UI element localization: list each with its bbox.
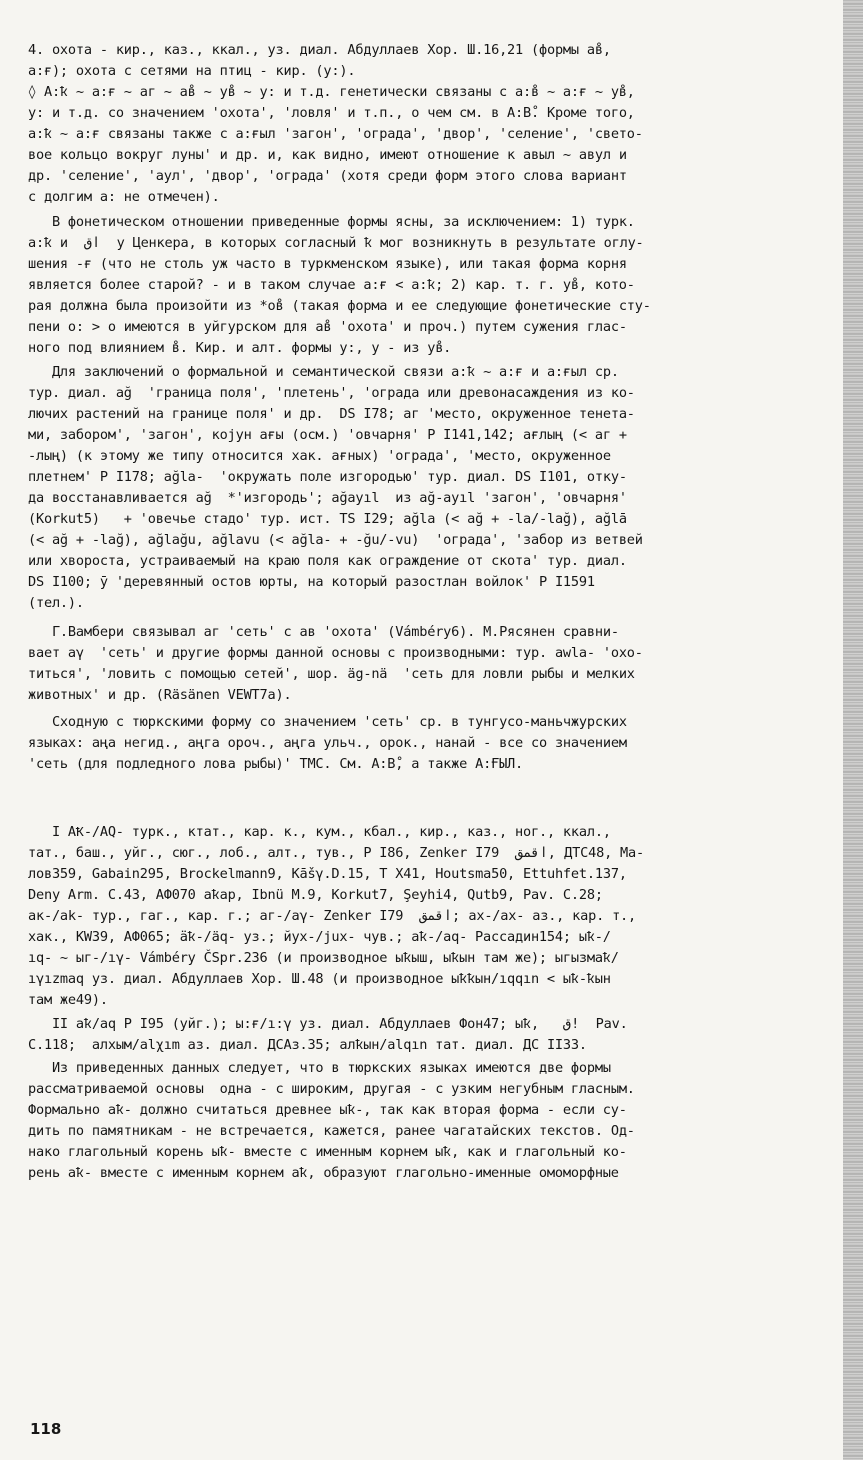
text-line: у: и т.д. со значением 'охота', 'ловля' и т.п., о чем см. в А:В̊. Кроме того, [28, 105, 635, 121]
text-line: C.118; алхым/alχım аз. диал. ДСАз.35; алҟын/alqın тат. диал. ДС II33. [28, 1037, 587, 1053]
text-line: I АҞ-/AQ- турк., ктат., кар. к., кум., кбал., кир., каз., ног., ккал., [28, 824, 611, 840]
text-line: DS I100; ӯ 'деревянный остов юрты, на который разостлан войлок' P I1591 [28, 574, 595, 590]
paragraph-okhota-entry [28, 40, 840, 208]
text-line: шения -ғ (что не столь уж часто в туркменском языке), или такая форма корня [28, 256, 627, 272]
text-line: Г.Вамбери связывал аг 'сеть' с ав 'охота' (Vámbéry6). М.Рясянен сравни- [28, 624, 619, 640]
text-line: 'сеть (для подледного лова рыбы)' ТМС. См. А:В̊, а также А:ҒЫЛ. [28, 756, 524, 772]
text-line: а:ҟ и اق у Ценкера, в которых согласный ҟ мог возникнуть в результате оглу- [28, 235, 644, 251]
paragraph-entry-I-aq [28, 822, 840, 1011]
text-line: животных' и др. (Räsänen VEWT7a). [28, 687, 292, 703]
text-line: вое кольцо вокруг луны' и др. и, как видно, имеют отношение к авыл ~ авул и [28, 147, 627, 163]
text-line: плетнем' P I178; ağla- 'окружать поле изгородью' тур. диал. DS I101, отку- [28, 469, 627, 485]
text-line: нако глагольный корень ыҟ- вместе с именным корнем ыҟ, как и глагольный ко- [28, 1144, 627, 1160]
text-line: с долгим а: не отмечен). [28, 189, 220, 205]
text-line: там же49). [28, 992, 108, 1008]
paragraph-semantic-links [28, 362, 840, 614]
text-line: а:ҟ ~ а:ғ связаны также с а:ғыл 'загон', 'ограда', 'двор', 'селение', 'свето- [28, 126, 643, 142]
text-line: хак., KW39, АФ065; ӓҟ-/äq- уз.; йух-/jux- чув.; аҟ-/аq- Рассадин154; ыҟ-/ [28, 929, 611, 945]
text-line: да восстанавливается ağ *'изгородь'; ağayıl из ağ-ayıl 'загон', 'овчарня' [28, 490, 627, 506]
text-line: (тел.). [28, 595, 84, 611]
text-line: -лың) (к этому же типу относится хак. ағных) 'ограда', 'место, окруженное [28, 448, 611, 464]
text-line: Сходную с тюркскими форму со значением 'сеть' ср. в тунгусо-маньчжурских [28, 714, 627, 730]
text-line: ◊ А:ҟ ~ а:ғ ~ аг ~ ав̊ ~ ув̊ ~ у: и т.д. генетически связаны с а:в̊ ~ а:ғ ~ ув̊, [28, 84, 635, 100]
text-line: а:ғ); охота с сетями на птиц - кир. (у:). [28, 63, 356, 79]
text-line: (< ağ + -lağ), ağlağu, ağlavu (< ağla- + -ğu/-vu) 'ограда', 'забор из ветвей [28, 532, 643, 548]
text-line: языках: аңа негид., аңга ороч., аңга ульч., орок., нанай - все со значением [28, 735, 627, 751]
text-line: 4. охота - кир., каз., ккал., уз. диал. Абдуллаев Хор. Ш.16,21 (формы ав̊, [28, 42, 611, 58]
text-line: Формально аҟ- должно считаться древнее ыҟ-, так как вторая форма - если су- [28, 1102, 627, 1118]
text-line: рая должна была произойти из *ов̊ (такая форма и ее следующие фонетические сту- [28, 298, 651, 314]
text-line: др. 'селение', 'аул', 'двор', 'ограда' (хотя среди форм этого слова вариант [28, 168, 627, 184]
text-line: рень аҟ- вместе с именным корнем аҟ, образуют глагольно-именные омоморфные [28, 1165, 619, 1181]
text-line: ıq- ~ ыг-/ıγ- Vámbéry ČSpr.236 (и производное ыҟыш, ыҟын там же); ыгызмаҟ/ [28, 950, 619, 966]
paragraph-entry-II-aq [28, 1014, 840, 1056]
text-line: дить по памятникам - не встречается, кажется, ранее чагатайских текстов. Од- [28, 1123, 635, 1139]
text-line: лючих растений на границе поля' и др. DS I78; аг 'место, окруженное тенета- [28, 406, 635, 422]
text-line: является более старой? - и в таком случае а:ғ < а:ҟ; 2) кар. т. г. ув̊, кото- [28, 277, 635, 293]
text-line: ного под влиянием в̊. Кир. и алт. формы у:, у - из ув̊. [28, 340, 452, 356]
text-line: ак-/ak- тур., гаг., кар. г.; аг-/aγ- Zenker I79 اقمق; ах-/ax- аз., кар. т., [28, 908, 637, 924]
paragraph-conclusion [28, 1058, 840, 1184]
text-line: пени о: > о имеются в уйгурском для ав̊ 'охота' и проч.) путем сужения глас- [28, 319, 627, 335]
text-line: тур. диал. ağ 'граница поля', 'плетень', 'ограда или древонасаждения из ко- [28, 385, 635, 401]
text-line: В фонетическом отношении приведенные формы ясны, за исключением: 1) турк. [28, 214, 635, 230]
text-line: (Korkut5) + 'овечье стадо' тур. ист. TS I29; ağla (< ağ + -la/-lağ), ağlā [28, 511, 627, 527]
paragraph-tungus-manchu [28, 712, 840, 775]
text-line: Для заключений о формальной и семантической связи а:ҟ ~ а:ғ и а:ғыл ср. [28, 364, 619, 380]
text-line: ми, забором', 'загон', коjун ағы (осм.) 'овчарня' P I141,142; ағлың (< аг + [28, 427, 627, 443]
text-line: лов359, Gabain295, Brockelmann9, Kāšγ.D.15, T X41, Houtsma50, Ettuhfet.137, [28, 866, 627, 882]
text-line: вает aγ 'сеть' и другие формы данной основы с производными: тур. awla- 'охо- [28, 645, 643, 661]
text-line: титься', 'ловить с помощью сетей', шор. äg-nä 'сеть для ловли рыбы и мелких [28, 666, 635, 682]
page-number: 118 [30, 1420, 62, 1438]
scan-edge-shadow [843, 0, 863, 1460]
text-line: II аҟ/aq P I95 (уйг.); ы:ғ/ı:γ уз. диал. Абдуллаев Фон47; ыҟ, ق! Pav. [28, 1016, 628, 1032]
text-line: Deny Arm. C.43, АФ070 аҟар, Ibnü M.9, Korkut7, Şeyhi4, Qutb9, Pav. C.28; [28, 887, 603, 903]
paragraph-phonetic-remarks [28, 212, 840, 359]
paragraph-vambery-rasanen [28, 622, 840, 706]
text-line: рассматриваемой основы одна - с широким, другая - с узким негубным гласным. [28, 1081, 635, 1097]
text-line: или хвороста, устраиваемый на краю поля как ограждение от скота' тур. диал. [28, 553, 627, 569]
text-line: ıγızmaq уз. диал. Абдуллаев Хор. Ш.48 (и производное ыҟҟын/ıqqın < ыҟ-ҟын [28, 971, 611, 987]
text-line: Из приведенных данных следует, что в тюркских языках имеются две формы [28, 1060, 611, 1076]
text-line: тат., баш., уйг., сюг., лоб., алт., тув., P I86, Zenker I79 اقمق, ДТС48, Ма- [28, 845, 645, 861]
